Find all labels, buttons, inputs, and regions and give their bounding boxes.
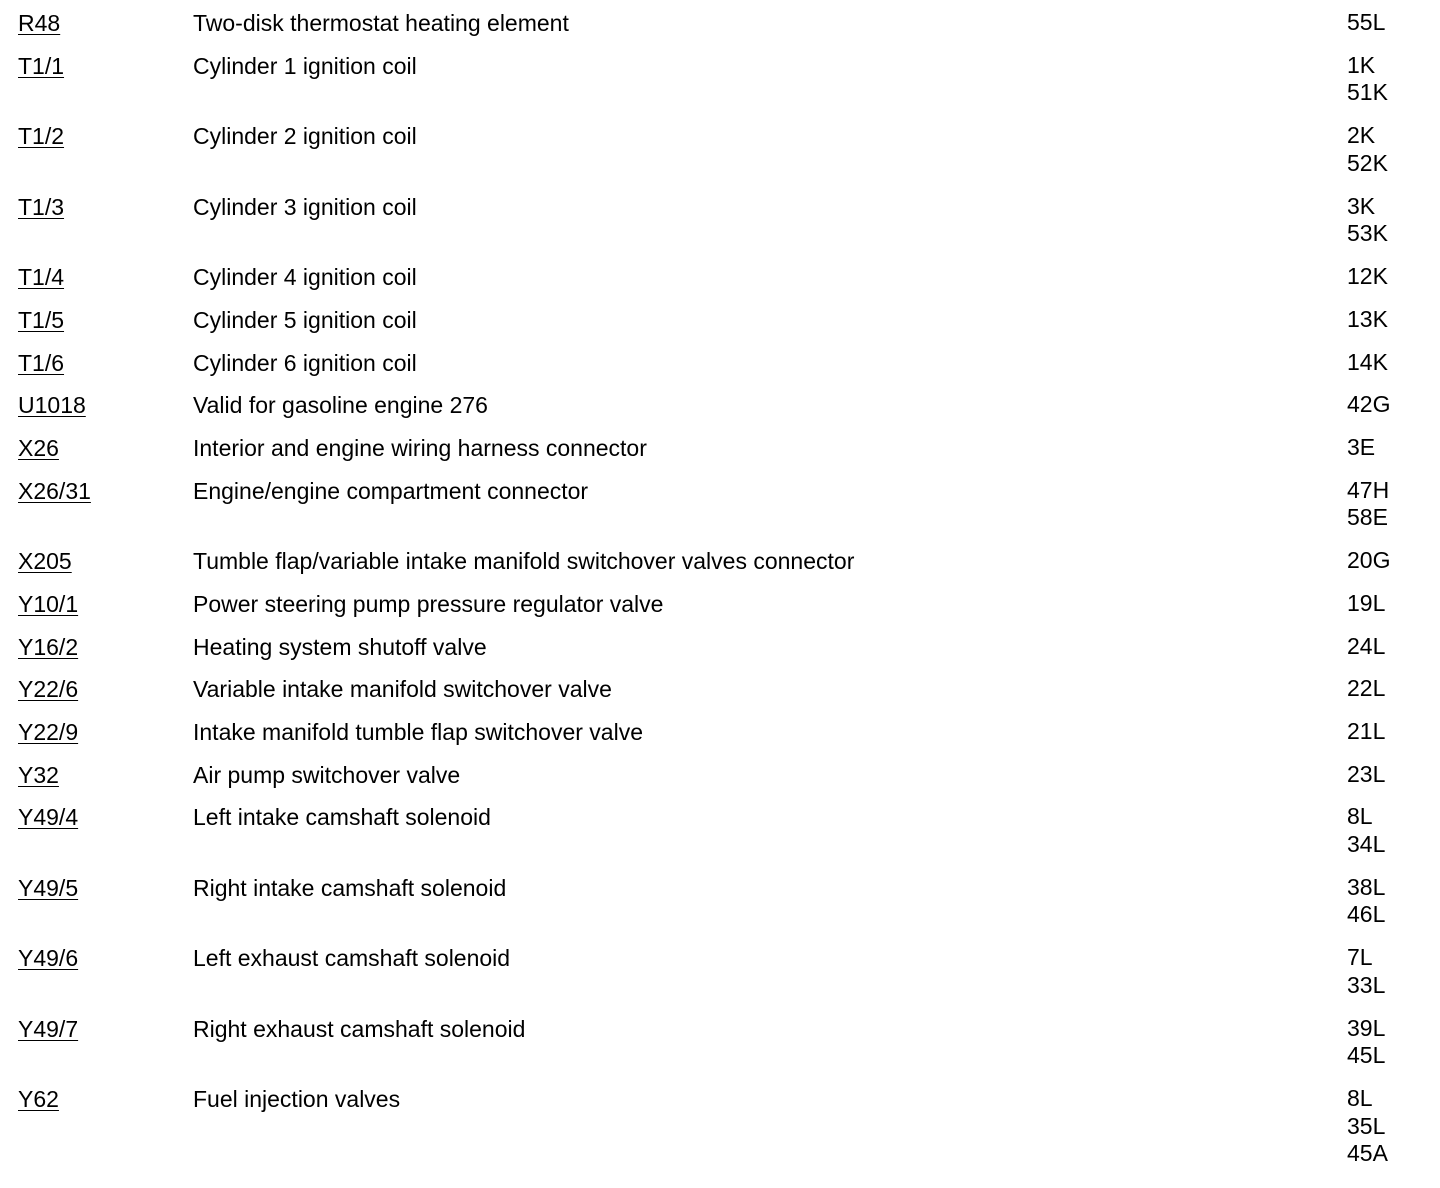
grid-reference: 45A	[1347, 1140, 1388, 1167]
legend-row	[0, 52, 1440, 123]
grid-reference-list	[1347, 675, 1385, 703]
grid-reference: 52K	[1347, 149, 1388, 176]
grid-reference: 55L	[1347, 9, 1386, 35]
component-code-link[interactable]: T1/2	[18, 123, 65, 150]
component-code-link[interactable]: T1/5	[18, 306, 65, 333]
grid-reference-list	[1347, 193, 1388, 248]
grid-reference: 34L	[1347, 830, 1386, 857]
legend-row	[0, 391, 1440, 434]
grid-reference-list	[1347, 718, 1385, 746]
component-code-link[interactable]: T1/3	[18, 193, 65, 220]
grid-reference: 1K	[1347, 51, 1376, 78]
legend-row	[0, 193, 1440, 264]
grid-reference: 24L	[1347, 632, 1386, 659]
component-code-link[interactable]: U1018	[18, 392, 86, 419]
grid-reference: 3E	[1347, 433, 1376, 460]
grid-reference-list	[1347, 1085, 1388, 1168]
component-description: Cylinder 2 ignition coil	[193, 123, 417, 150]
component-description: Heating system shutoff valve	[193, 633, 487, 660]
grid-reference-list	[1347, 944, 1385, 999]
component-code-link[interactable]: T1/6	[18, 349, 65, 376]
grid-reference-list	[1347, 761, 1385, 789]
grid-reference: 20G	[1347, 547, 1391, 574]
legend-row	[0, 122, 1440, 193]
grid-reference-list	[1347, 434, 1375, 462]
grid-reference: 23L	[1347, 760, 1386, 787]
component-description: Power steering pump pressure regulator valve	[193, 590, 664, 617]
grid-reference: 12K	[1347, 263, 1388, 290]
legend-row	[0, 718, 1440, 761]
grid-reference-list	[1347, 391, 1390, 419]
legend-row	[0, 675, 1440, 718]
component-code-link[interactable]: Y10/1	[18, 590, 79, 617]
legend-row	[0, 263, 1440, 306]
component-description: Cylinder 4 ignition coil	[193, 264, 417, 291]
grid-reference-list	[1347, 122, 1388, 177]
grid-reference-list	[1347, 1015, 1385, 1070]
grid-reference-list	[1347, 803, 1385, 858]
grid-reference: 51K	[1347, 79, 1388, 106]
component-code-link[interactable]: T1/1	[18, 52, 65, 79]
legend-row	[0, 306, 1440, 349]
component-code-link[interactable]: T1/4	[18, 264, 65, 291]
grid-reference: 33L	[1347, 971, 1386, 998]
component-description: Intake manifold tumble flap switchover valve	[193, 718, 643, 745]
legend-row	[0, 477, 1440, 548]
component-description: Air pump switchover valve	[193, 761, 461, 788]
legend-row	[0, 547, 1440, 590]
component-description: Engine/engine compartment connector	[193, 477, 589, 504]
component-code-link[interactable]: X26	[18, 434, 59, 461]
component-description: Two-disk thermostat heating element	[193, 10, 569, 36]
grid-reference: 8L	[1347, 1085, 1373, 1112]
grid-reference-list	[1347, 306, 1388, 334]
grid-reference-list	[1347, 52, 1388, 107]
grid-reference-list	[1347, 547, 1390, 575]
grid-reference: 7L	[1347, 944, 1373, 971]
legend-row	[0, 944, 1440, 1015]
grid-reference: 2K	[1347, 122, 1376, 149]
component-description: Cylinder 1 ignition coil	[193, 52, 417, 79]
grid-reference: 19L	[1347, 589, 1386, 616]
grid-reference: 14K	[1347, 348, 1388, 375]
grid-reference: 58E	[1347, 504, 1388, 531]
grid-reference-list	[1347, 477, 1389, 532]
legend-row	[0, 1015, 1440, 1086]
component-code-link[interactable]: Y49/4	[18, 804, 79, 831]
grid-reference: 22L	[1347, 675, 1386, 702]
grid-reference: 21L	[1347, 717, 1386, 744]
component-description: Cylinder 3 ignition coil	[193, 193, 417, 220]
component-legend-list	[0, 9, 1440, 1184]
grid-reference: 53K	[1347, 220, 1388, 247]
grid-reference-list	[1347, 263, 1388, 291]
component-description: Left intake camshaft solenoid	[193, 804, 491, 831]
component-code-link[interactable]: X205	[18, 548, 72, 575]
component-code-link[interactable]: X26/31	[18, 477, 91, 504]
component-code-link[interactable]: Y32	[18, 761, 59, 788]
grid-reference-list	[1347, 9, 1385, 37]
grid-reference: 38L	[1347, 873, 1386, 900]
legend-row	[0, 633, 1440, 676]
component-code-link[interactable]: Y62	[18, 1086, 59, 1113]
grid-reference: 39L	[1347, 1014, 1386, 1041]
grid-reference: 46L	[1347, 901, 1386, 928]
component-description: Tumble flap/variable intake manifold switchover valves connector	[193, 548, 855, 575]
grid-reference-list	[1347, 874, 1385, 929]
component-code-link[interactable]: Y22/6	[18, 676, 79, 703]
component-description: Interior and engine wiring harness connector	[193, 434, 647, 461]
grid-reference: 42G	[1347, 391, 1391, 418]
component-code-link[interactable]: R48	[18, 10, 61, 36]
component-description: Right exhaust camshaft solenoid	[193, 1015, 526, 1042]
grid-reference-list	[1347, 590, 1385, 618]
component-description: Left exhaust camshaft solenoid	[193, 945, 511, 972]
grid-reference-list	[1347, 349, 1388, 377]
legend-row	[0, 1085, 1440, 1183]
grid-reference: 45L	[1347, 1042, 1386, 1069]
legend-row	[0, 9, 1440, 52]
grid-reference: 3K	[1347, 192, 1376, 219]
component-description: Cylinder 5 ignition coil	[193, 306, 417, 333]
legend-row	[0, 434, 1440, 477]
grid-reference: 47H	[1347, 476, 1390, 503]
component-description: Right intake camshaft solenoid	[193, 874, 507, 901]
component-code-link[interactable]: Y49/5	[18, 874, 79, 901]
grid-reference: 35L	[1347, 1112, 1386, 1139]
component-description: Variable intake manifold switchover valve	[193, 676, 612, 703]
component-code-link[interactable]: Y22/9	[18, 718, 79, 745]
component-code-link[interactable]: Y49/7	[18, 1015, 79, 1042]
component-description: Cylinder 6 ignition coil	[193, 349, 417, 376]
component-code-link[interactable]: Y49/6	[18, 945, 79, 972]
legend-row	[0, 590, 1440, 633]
legend-row	[0, 803, 1440, 874]
grid-reference: 8L	[1347, 803, 1373, 830]
component-description: Fuel injection valves	[193, 1086, 401, 1113]
grid-reference-list	[1347, 633, 1385, 661]
component-description: Valid for gasoline engine 276	[193, 392, 488, 419]
legend-row	[0, 874, 1440, 945]
component-code-link[interactable]: Y16/2	[18, 633, 79, 660]
legend-row	[0, 349, 1440, 392]
legend-row	[0, 761, 1440, 804]
grid-reference: 13K	[1347, 305, 1388, 332]
